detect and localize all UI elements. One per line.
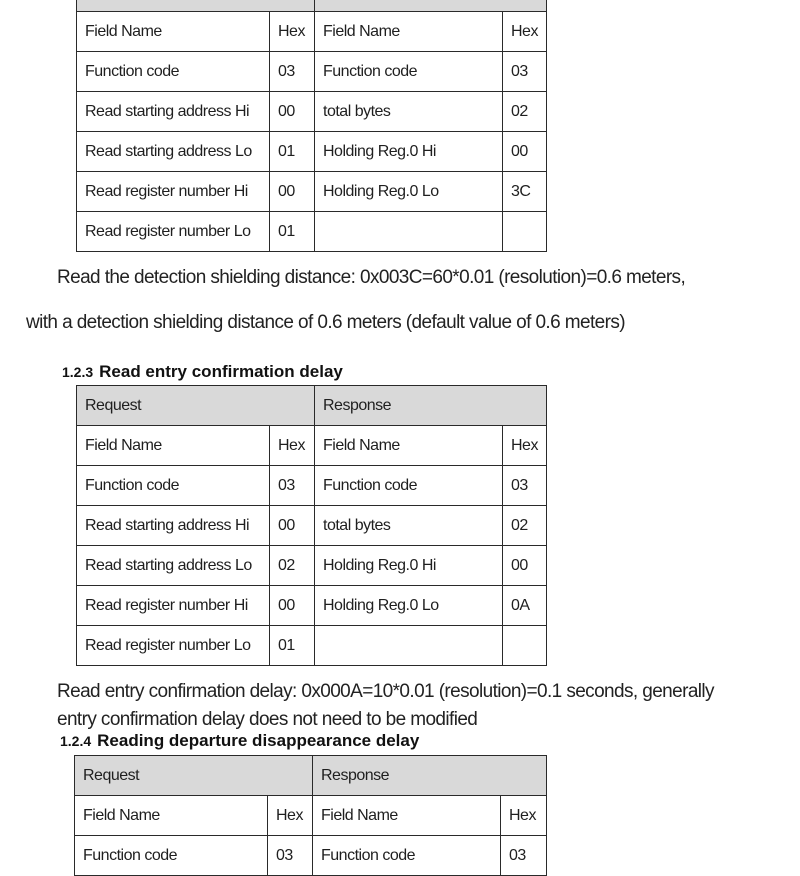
hex-header: Hex [501,796,547,836]
field-name-header: Field Name [77,426,270,466]
request-header [77,0,315,12]
section-heading-entry-confirmation-delay [62,362,343,382]
request-field: Function code [77,52,270,92]
request-hex: 00 [270,172,315,212]
table-row [77,506,547,546]
section-title: Read entry confirmation delay [99,362,343,381]
response-hex: 00 [503,546,547,586]
request-hex: 03 [268,836,313,876]
paragraph-shielding-distance-line2: with a detection shielding distance of 0.6 meters (default value of 0.6 meters) [26,312,625,333]
response-header [315,0,547,12]
response-field: Holding Reg.0 Hi [315,546,503,586]
request-hex: 00 [270,506,315,546]
section-heading-departure-disappearance-delay [60,731,419,751]
paragraph-shielding-distance-line1: Read the detection shielding distance: 0x003C=60*0.01 (resolution)=0.6 meters, [57,267,686,288]
table-row [75,836,547,876]
hex-header: Hex [503,426,547,466]
request-hex: 01 [270,132,315,172]
table-detection-shielding-distance [76,0,547,252]
table-row [77,212,547,252]
section-title: Reading departure disappearance delay [97,731,420,750]
request-field: Read starting address Lo [77,546,270,586]
response-field: Holding Reg.0 Lo [315,586,503,626]
request-field: Read register number Lo [77,212,270,252]
table-departure-disappearance-delay [74,755,547,876]
table-entry-confirmation-delay [76,385,547,666]
table-row [77,92,547,132]
request-header: Request [77,386,315,426]
request-field: Read starting address Lo [77,132,270,172]
table-row [77,586,547,626]
request-field: Function code [75,836,268,876]
response-header: Response [313,756,547,796]
response-hex: 0A [503,586,547,626]
hex-header: Hex [503,12,547,52]
request-hex: 03 [270,52,315,92]
field-header-row [77,426,547,466]
paragraph-entry-delay-line1: Read entry confirmation delay: 0x000A=10*0.01 (resolution)=0.1 seconds, generally [57,681,714,702]
table-row [77,466,547,506]
table-header-row [77,0,547,12]
table-row [77,172,547,212]
hex-header: Hex [270,12,315,52]
request-hex: 00 [270,586,315,626]
response-hex: 02 [503,506,547,546]
response-field: total bytes [315,92,503,132]
paragraph-entry-delay-line2: entry confirmation delay does not need to be modified [57,709,478,730]
field-name-header: Field Name [77,12,270,52]
response-hex [503,626,547,666]
table-header-row [75,756,547,796]
table-row [77,626,547,666]
response-field [315,212,503,252]
field-header-row [77,12,547,52]
response-field: total bytes [315,506,503,546]
response-field [315,626,503,666]
response-hex: 03 [503,52,547,92]
field-name-header: Field Name [315,12,503,52]
response-hex: 00 [503,132,547,172]
response-hex: 03 [501,836,547,876]
request-hex: 00 [270,92,315,132]
response-hex [503,212,547,252]
hex-header: Hex [270,426,315,466]
request-field: Read starting address Hi [77,92,270,132]
request-hex: 02 [270,546,315,586]
request-header: Request [75,756,313,796]
response-field: Holding Reg.0 Hi [315,132,503,172]
table-row [77,52,547,92]
response-hex: 3C [503,172,547,212]
response-field: Function code [313,836,501,876]
request-hex: 01 [270,626,315,666]
request-hex: 01 [270,212,315,252]
response-field: Function code [315,52,503,92]
response-field: Holding Reg.0 Lo [315,172,503,212]
field-name-header: Field Name [315,426,503,466]
table-row [77,546,547,586]
request-field: Function code [77,466,270,506]
hex-header: Hex [268,796,313,836]
request-hex: 03 [270,466,315,506]
field-header-row [75,796,547,836]
field-name-header: Field Name [75,796,268,836]
request-field: Read starting address Hi [77,506,270,546]
response-hex: 02 [503,92,547,132]
response-field: Function code [315,466,503,506]
table-header-row [77,386,547,426]
section-number: 1.2.4 [60,733,92,749]
field-name-header: Field Name [313,796,501,836]
table-row [77,132,547,172]
response-header: Response [315,386,547,426]
response-hex: 03 [503,466,547,506]
section-number: 1.2.3 [62,364,94,380]
request-field: Read register number Hi [77,586,270,626]
request-field: Read register number Hi [77,172,270,212]
request-field: Read register number Lo [77,626,270,666]
